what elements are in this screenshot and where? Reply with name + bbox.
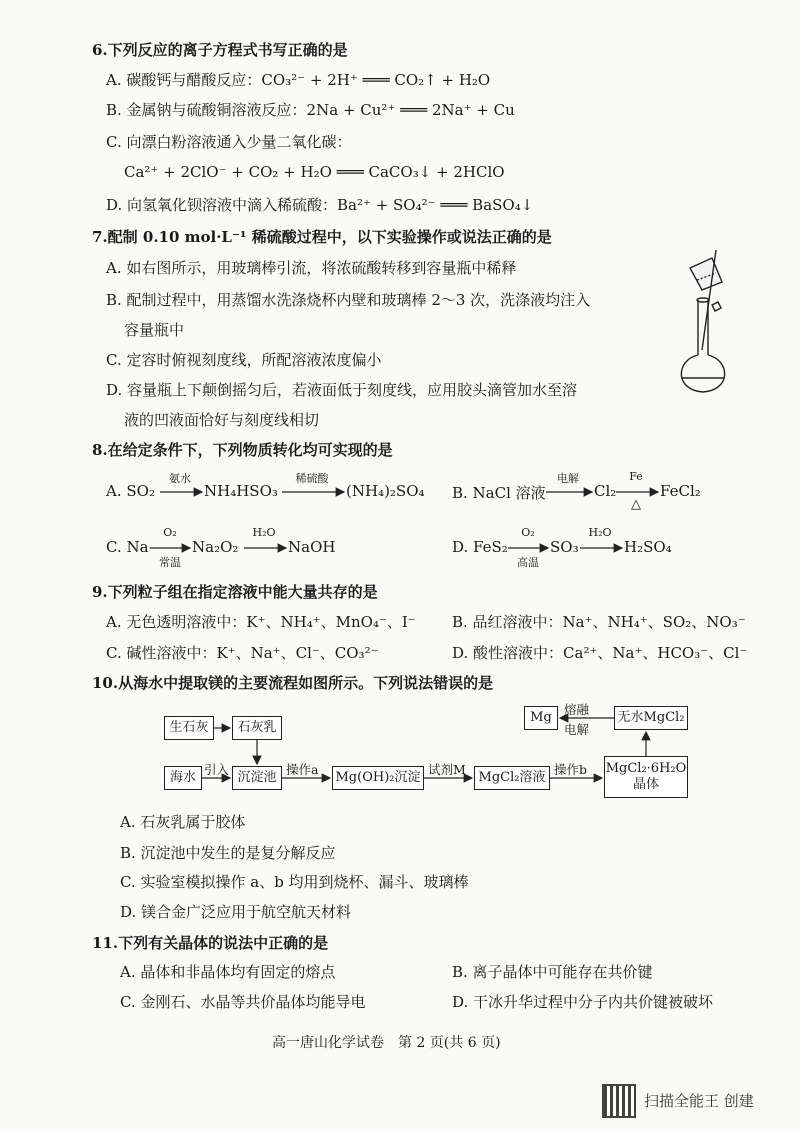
- page-footer: 高一唐山化学试卷 第 2 页(共 6 页): [272, 1035, 501, 1051]
- q11-option-b: B. 离子晶体中可能存在共价键: [452, 963, 653, 981]
- q7-option-d-line2: 液的凹液面恰好与刻度线相切: [124, 411, 320, 429]
- q8-a-cond2: 稀硫酸: [295, 472, 329, 485]
- q11-option-d: D. 干冰升华过程中分子内共价键被破坏: [452, 993, 714, 1011]
- flow-box-crystal: [604, 756, 688, 798]
- q10-stem: 10.从海水中提取镁的主要流程如图所示。下列说法错误的是: [92, 674, 494, 692]
- q8-d-cond2: H₂O: [588, 526, 612, 539]
- q8-a-reactant: A. SO₂: [106, 482, 155, 500]
- q7-stem: 7.配制 0.10 mol·L⁻¹ 稀硫酸过程中，以下实验操作或说法正确的是: [92, 228, 552, 246]
- flow-box-haishui: 海水: [164, 766, 202, 790]
- q7-option-c: C. 定容时俯视刻度线，所配溶液浓度偏小: [106, 351, 382, 369]
- q9-option-b: B. 品红溶液中：Na⁺、NH₄⁺、SO₂、NO₃⁻: [452, 613, 746, 631]
- q10-option-c: C. 实验室模拟操作 a、b 均用到烧杯、漏斗、玻璃棒: [120, 873, 469, 891]
- flow-crystal-label: 晶体: [632, 777, 659, 792]
- q9-option-c: C. 碱性溶液中：K⁺、Na⁺、Cl⁻、CO₃²⁻: [106, 644, 379, 662]
- q8-d-product1: SO₃: [550, 538, 579, 556]
- q11-option-c: C. 金刚石、水晶等共价晶体均能导电: [120, 993, 366, 1011]
- q6-option-b: B. 金属钠与硫酸铜溶液反应：2Na + Cu²⁺ ═══ 2Na⁺ + Cu: [106, 101, 515, 119]
- q7-option-d-line1: D. 容量瓶上下颠倒摇匀后，若液面低于刻度线，应用胶头滴管加水至溶: [106, 381, 578, 399]
- q10-option-d: D. 镁合金广泛应用于航空航天材料: [120, 903, 352, 921]
- q8-a-product1: NH₄HSO₃: [204, 482, 278, 500]
- flow-box-chendianchi: 沉淀池: [232, 766, 282, 790]
- volumetric-flask-figure: [672, 250, 732, 395]
- q8-a-cond1: 氨水: [169, 472, 191, 485]
- q6-option-d: D. 向氢氧化钡溶液中滴入稀硫酸：Ba²⁺ + SO₄²⁻ ═══ BaSO₄↓: [106, 196, 534, 214]
- q8-c-cond2: H₂O: [252, 526, 276, 539]
- flow-box-mgcl2-solution: MgCl₂溶液: [474, 766, 550, 790]
- q6-option-a: A. 碳酸钙与醋酸反应：CO₃²⁻ + 2H⁺ ═══ CO₂↑ + H₂O: [106, 71, 491, 89]
- watermark-text: 扫描全能王 创建: [644, 1092, 754, 1110]
- q7-option-a: A. 如右图所示，用玻璃棒引流，将浓硫酸转移到容量瓶中稀释: [106, 259, 517, 277]
- qr-code-icon: [602, 1084, 636, 1118]
- q8-c-product2: NaOH: [288, 538, 336, 556]
- q9-option-d: D. 酸性溶液中：Ca²⁺、Na⁺、HCO₃⁻、Cl⁻: [452, 644, 748, 662]
- q9-stem: 9.下列粒子组在指定溶液中能大量共存的是: [92, 583, 378, 601]
- q8-c-product1: Na₂O₂: [192, 538, 239, 556]
- q8-b-cond2-top: Fe: [629, 470, 643, 483]
- q8-d-cond1-top: O₂: [521, 526, 535, 539]
- flow-label-dianjie: 电解: [564, 722, 590, 737]
- q8-b-reactant: B. NaCl 溶液: [452, 484, 546, 502]
- q6-option-c-line2: Ca²⁺ + 2ClO⁻ + CO₂ + H₂O ═══ CaCO₃↓ + 2HClO: [124, 163, 505, 181]
- q9-option-a: A. 无色透明溶液中：K⁺、NH₄⁺、MnO₄⁻、I⁻: [106, 613, 416, 631]
- q8-c-reactant: C. Na: [106, 538, 149, 556]
- flow-box-shenghui: 生石灰: [164, 716, 214, 740]
- flow-box-mgoh2: Mg(OH)₂沉淀: [332, 766, 424, 790]
- q10-option-a: A. 石灰乳属于胶体: [120, 813, 246, 831]
- q8-b-product2: FeCl₂: [660, 482, 701, 500]
- q7-option-b-line2: 容量瓶中: [124, 321, 185, 339]
- q8-b-cond1: 电解: [557, 472, 579, 485]
- q8-b-cond2-bottom: △: [631, 497, 641, 512]
- q8-a-product2: (NH₄)₂SO₄: [346, 482, 425, 500]
- q6-stem: 6.下列反应的离子方程式书写正确的是: [92, 41, 348, 59]
- q8-c-cond1-bottom: 常温: [159, 556, 181, 569]
- flow-box-shihuiru: 石灰乳: [232, 716, 282, 740]
- flow-crystal-formula: MgCl₂·6H₂O: [605, 761, 687, 776]
- flow-label-op-b: 操作b: [554, 762, 588, 777]
- flow-label-yinru: 引入: [204, 762, 230, 777]
- q8-d-cond1-bottom: 高温: [517, 556, 539, 569]
- q8-stem: 8.在给定条件下，下列物质转化均可实现的是: [92, 441, 393, 459]
- q8-c-cond1-top: O₂: [163, 526, 177, 539]
- q8-b-product1: Cl₂: [594, 482, 617, 500]
- flow-label-rongrong: 熔融: [564, 702, 590, 717]
- q8-d-reactant: D. FeS₂: [452, 538, 508, 556]
- flow-label-reagent-m: 试剂M: [428, 762, 466, 777]
- flow-box-anhydrous-mgcl2: 无水MgCl₂: [614, 706, 688, 730]
- flow-box-mg: Mg: [524, 706, 558, 730]
- q11-stem: 11.下列有关晶体的说法中正确的是: [92, 934, 329, 952]
- q10-option-b: B. 沉淀池中发生的是复分解反应: [120, 844, 336, 862]
- q6-option-c-line1: C. 向漂白粉溶液通入少量二氧化碳：: [106, 133, 352, 151]
- q11-option-a: A. 晶体和非晶体均有固定的熔点: [120, 963, 336, 981]
- flow-label-op-a: 操作a: [286, 762, 319, 777]
- q7-option-b-line1: B. 配制过程中，用蒸馏水洗涤烧杯内壁和玻璃棒 2～3 次，洗涤液均注入: [106, 291, 591, 309]
- q8-d-product2: H₂SO₄: [624, 538, 672, 556]
